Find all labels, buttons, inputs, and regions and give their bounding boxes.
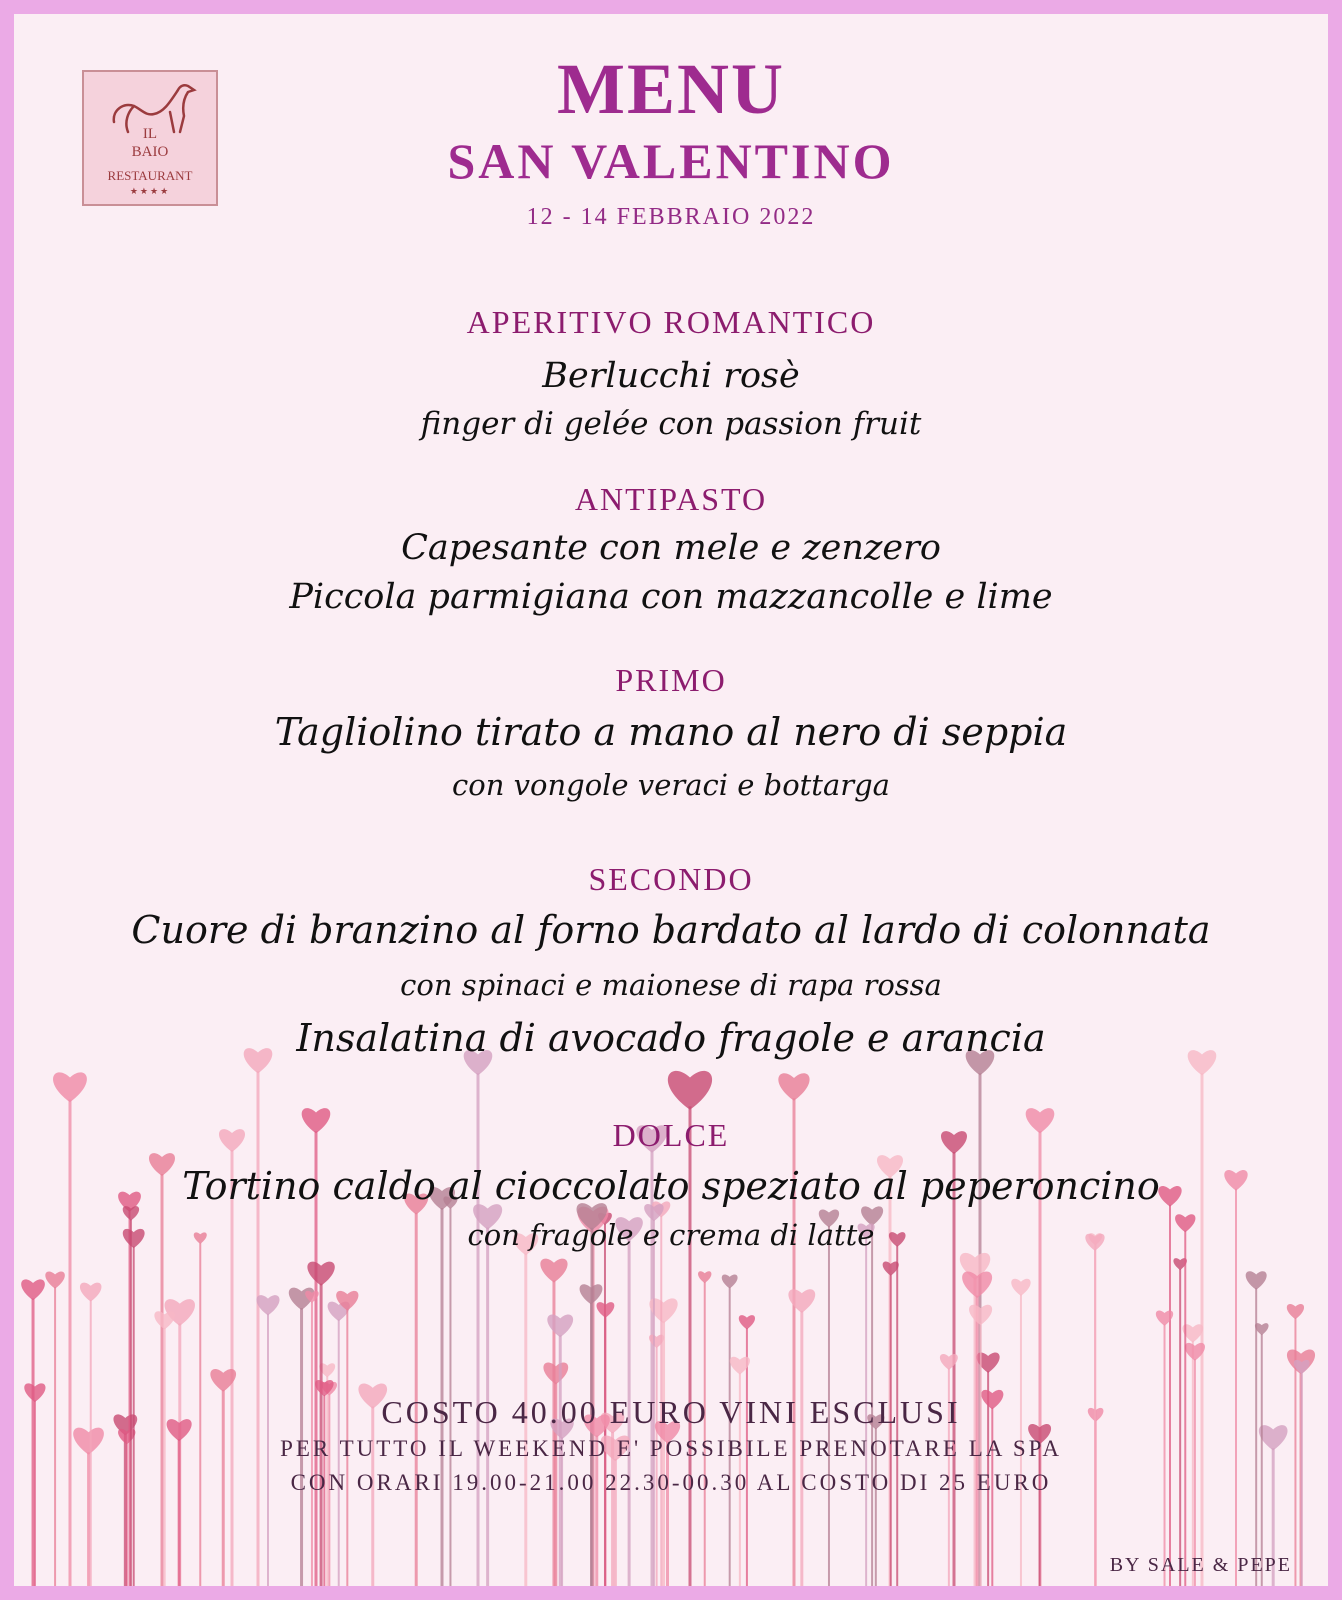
heart-shape: [154, 1311, 175, 1329]
heart-shape: [788, 1289, 815, 1313]
heart-shape: [307, 1262, 334, 1286]
dish-berlucchi: Berlucchi rosè: [542, 356, 800, 396]
dish-tortino-sides: con fragole e crema di latte: [467, 1218, 875, 1252]
event-date: 12 - 14 FEBBRAIO 2022: [526, 204, 816, 230]
dish-branzino: Cuore di branzino al forno bardato al lardo di colonnata: [131, 908, 1211, 952]
section-secondo-title: SECONDO: [588, 861, 754, 897]
logo-stars: ★★★★: [129, 186, 171, 196]
spa-info-line-1: PER TUTTO IL WEEKEND E' POSSIBILE PRENOTARE LA SPA: [280, 1436, 1062, 1461]
heart-shape: [21, 1279, 45, 1300]
heart-shape: [698, 1271, 711, 1283]
heart-shape: [1287, 1304, 1304, 1319]
dish-capesante: Capesante con mele e zenzero: [401, 528, 941, 568]
heart-shape: [540, 1259, 567, 1283]
heart-shape: [1011, 1279, 1030, 1296]
dish-tortino: Tortino caldo al cioccolato speziato al peperoncino: [182, 1164, 1160, 1208]
heart-shape: [739, 1315, 755, 1329]
heart-shape: [45, 1271, 65, 1288]
logo-text-baio: BAIO: [131, 144, 169, 160]
heart-shape: [543, 1363, 568, 1385]
section-primo-title: PRIMO: [615, 662, 727, 698]
dish-tagliolino: Tagliolino tirato a mano al nero di seppia: [274, 710, 1068, 754]
menu-subtitle: SAN VALENTINO: [447, 133, 895, 189]
dish-finger-gelee: finger di gelée con passion fruit: [420, 406, 922, 442]
heart-shape: [1246, 1271, 1267, 1289]
dish-parmigiana: Piccola parmigiana con mazzancolle e lime: [289, 577, 1053, 617]
heart-shape: [778, 1073, 809, 1101]
heart-shape: [53, 1072, 87, 1102]
section-antipasto-title: ANTIPASTO: [574, 481, 768, 517]
price-line: COSTO 40.00 EURO VINI ESCLUSI: [381, 1394, 961, 1430]
logo-text-restaurant: RESTAURANT: [107, 168, 193, 183]
dish-branzino-sides: con spinaci e maionese di rapa rossa: [400, 968, 942, 1002]
spa-info-line-2: CON ORARI 19.00-21.00 22.30-00.30 AL COSTO DI 25 EURO: [290, 1470, 1052, 1495]
heart-shape: [547, 1315, 573, 1338]
menu-title: MENU: [557, 49, 785, 129]
heart-shape: [80, 1283, 102, 1302]
menu-page: [14, 14, 1328, 1586]
heart-shape: [668, 1071, 712, 1110]
heart-shape: [722, 1274, 738, 1288]
logo-text-il: IL: [142, 126, 158, 142]
section-dolce-title: DOLCE: [612, 1117, 730, 1153]
credit-text: BY SALE & PEPE: [1109, 1554, 1292, 1576]
dish-tagliolino-sides: con vongole veraci e bottarga: [452, 768, 890, 802]
section-aperitivo-title: APERITIVO ROMANTICO: [466, 304, 876, 340]
dish-insalatina: Insalatina di avocado fragole e arancia: [296, 1016, 1046, 1060]
heart-shape: [256, 1295, 279, 1315]
